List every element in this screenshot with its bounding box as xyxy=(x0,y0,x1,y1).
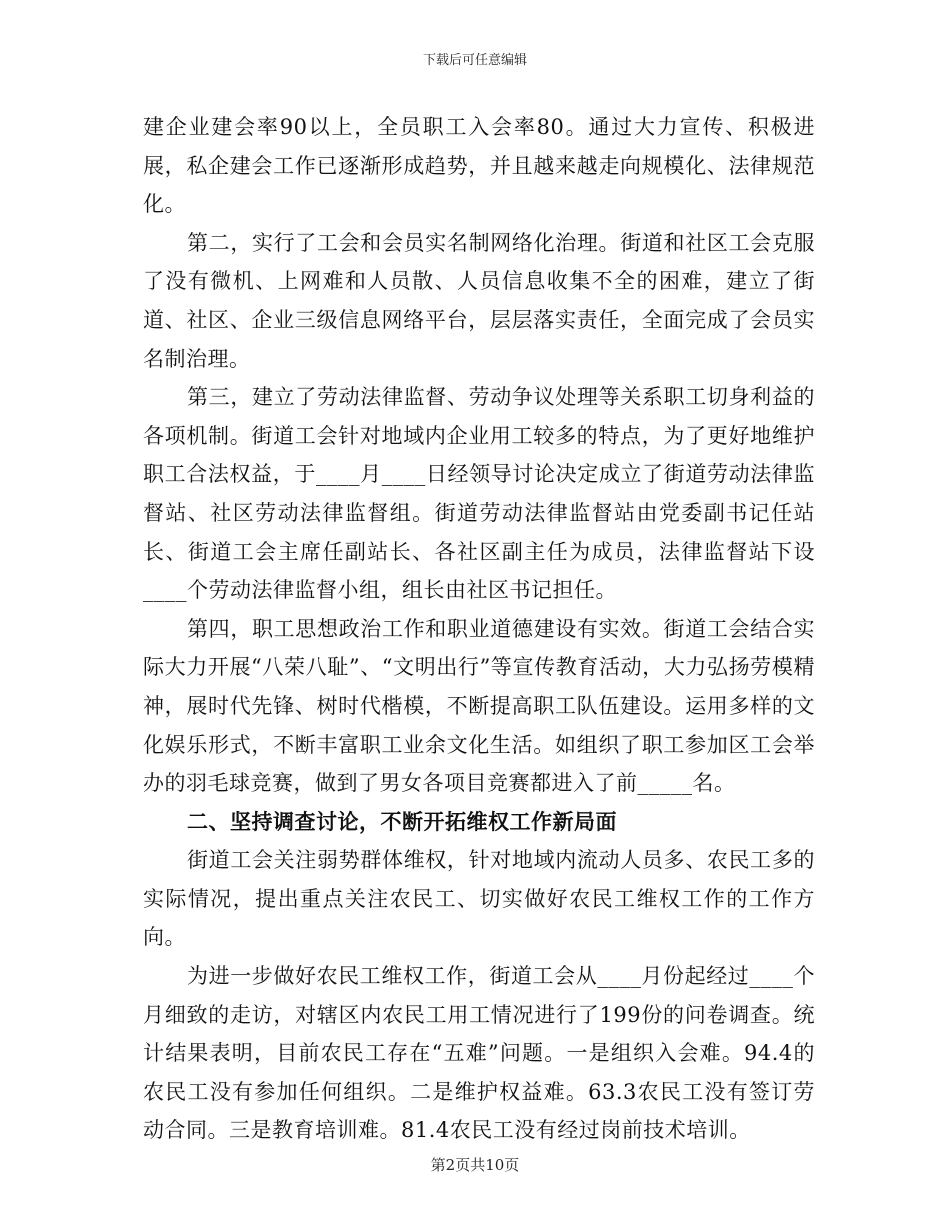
paragraph-survey: 为进一步做好农民工维权工作，街道工会从____月份起经过____个月细致的走访，对辖区内农民工用工情况进行了199份的问卷调查。统计结果表明，目前农民工存在“五难”问题。一是组织入会难。94.4的农民工没有参加任何组织。二是维护权益难。63.3农民工没有签订劳动合同。三是教育培训难。81.4农民工没有经过岗前技术培训。 xyxy=(143,964,815,1143)
paragraph-continued: 建企业建会率90以上，全员职工入会率80。通过大力宣传、积极进展，私企建会工作已逐渐形成趋势，并且越来越走向规模化、法律规范化。 xyxy=(143,115,815,217)
paragraph-fourth: 第四，职工思想政治工作和职业道德建设有实效。街道工会结合实际大力开展“八荣八耻”、“文明出行”等宣传教育活动，大力弘扬劳模精神，展时代先锋、树时代楷模，不断提高职工队伍建设。运用多样的文化娱乐形式，不断丰富职工业余文化生活。如组织了职工参加区工会举办的羽毛球竞赛，做到了男女各项目竞赛都进入了前_____名。 xyxy=(143,616,815,796)
paragraph-third: 第三，建立了劳动法律监督、劳动争议处理等关系职工切身利益的各项机制。街道工会针对地域内企业用工较多的特点，为了更好地维护职工合法权益，于____月____日经领导讨论决定成立了街道劳动法律监督站、社区劳动法律监督组。街道劳动法律监督站由党委副书记任站长、街道工会主席任副站长、各社区副主任为成员，法律监督站下设____个劳动法律监督小组，组长由社区书记担任。 xyxy=(143,385,815,603)
page-header-note: 下载后可任意编辑 xyxy=(422,53,527,68)
paragraph-second: 第二，实行了工会和会员实名制网络化治理。街道和社区工会克服了没有微机、上网难和人员散、人员信息收集不全的困难，建立了街道、社区、企业三级信息网络平台，层层落实责任，全面完成了会员实名制治理。 xyxy=(143,230,815,371)
document-body xyxy=(143,108,815,1150)
page-number: 第2页共10页 xyxy=(430,1156,520,1174)
section-heading: 二、坚持调查讨论，不断开拓维权工作新局面 xyxy=(187,808,617,834)
paragraph-section-intro: 街道工会关注弱势群体维权，针对地域内流动人员多、农民工多的实际情况，提出重点关注农民工、切实做好农民工维权工作的工作方向。 xyxy=(143,848,815,950)
